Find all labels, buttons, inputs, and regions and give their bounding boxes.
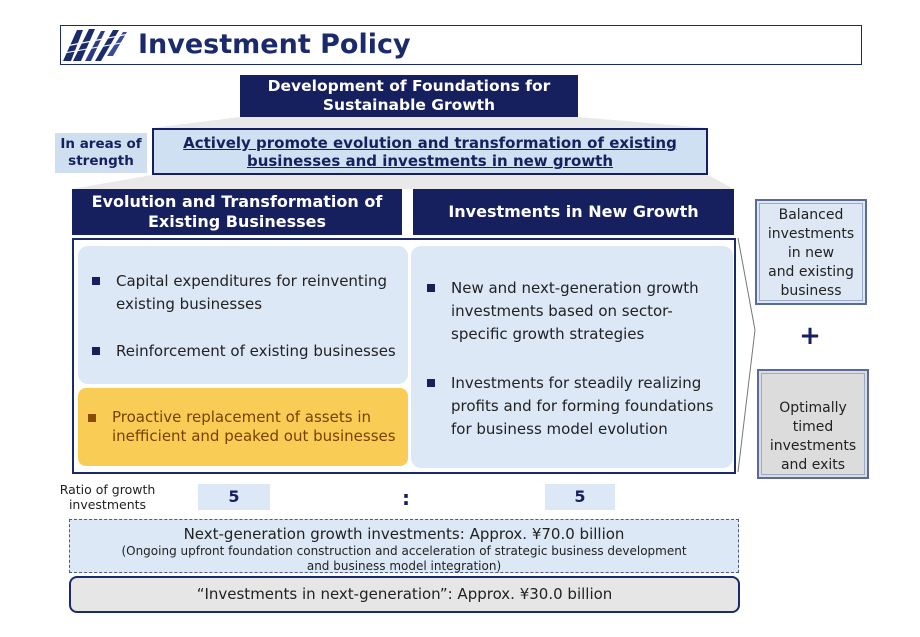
trapezoid-bottom-shape	[72, 175, 734, 189]
timed-line-1: Optimally timed	[779, 400, 847, 435]
timed-line-2: investments	[769, 438, 857, 454]
square-bullet-icon	[88, 414, 96, 422]
replacement-bullet	[88, 408, 396, 446]
balanced-line-3: in new	[787, 245, 835, 261]
new-growth-bullet-2-line3: for business model evolution	[451, 420, 668, 438]
evolution-content	[78, 246, 408, 384]
timed-line-3: and exits	[780, 457, 846, 473]
replacement-box	[78, 388, 408, 466]
new-growth-bullet-1-line2: investments based on sector-	[451, 302, 673, 320]
timed-investments-box	[757, 369, 869, 479]
new-growth-bullet-2-line1: Investments for steadily realizing	[451, 374, 702, 392]
next-generation-box	[69, 519, 739, 573]
promote-line1: Actively promote evolution and transformation of existing	[183, 134, 677, 152]
next-generation-sub-line1: (Ongoing upfront foundation construction and acceleration of strategic business development	[121, 544, 687, 558]
investments-next-generation-box: “Investments in next-generation”: Approx. ¥30.0 billion	[69, 576, 740, 613]
new-growth-header: Investments in New Growth	[413, 189, 734, 235]
evolution-bullet-1	[92, 270, 387, 316]
evolution-bullet-2	[92, 340, 396, 363]
strength-line1: In areas of	[60, 136, 142, 152]
balanced-investments-box	[755, 199, 867, 305]
new-growth-bullet-2-text	[451, 372, 714, 441]
foundation-line2: Sustainable Growth	[322, 96, 496, 114]
ratio-right-value: 5	[545, 484, 615, 510]
evolution-bullet-1-line2: existing businesses	[116, 295, 263, 313]
evolution-bullet-1-text	[116, 270, 387, 316]
strength-label	[55, 133, 147, 173]
new-growth-bullet-1-line1: New and next-generation growth	[451, 279, 699, 297]
replacement-text	[112, 408, 396, 446]
balanced-line-1: Balanced	[778, 207, 844, 223]
ratio-label-line1: Ratio of growth	[59, 482, 156, 497]
next-generation-sub	[70, 544, 738, 574]
foundation-box	[240, 75, 578, 117]
evolution-header-line2: Existing Businesses	[147, 212, 327, 231]
square-bullet-icon	[427, 284, 435, 292]
new-growth-bullet-2	[427, 372, 714, 441]
evolution-bullet-2-text: Reinforcement of existing businesses	[116, 342, 396, 360]
plus-icon: +	[799, 321, 821, 351]
strength-line2: strength	[68, 153, 134, 169]
foundation-line1: Development of Foundations for	[267, 77, 551, 95]
next-generation-main: Next-generation growth investments: Approx. ¥70.0 billion	[183, 525, 625, 543]
ratio-label-line2: investments	[68, 497, 147, 512]
ratio-colon: :	[402, 486, 410, 510]
page-title: Investment Policy	[138, 29, 411, 60]
new-growth-bullet-2-line2: profits and for forming foundations	[451, 397, 714, 415]
balanced-line-2: investments	[767, 226, 855, 242]
new-growth-bullet-1-text	[451, 277, 699, 346]
new-growth-content	[411, 246, 733, 468]
replacement-line1: Proactive replacement of assets in	[112, 408, 371, 426]
square-bullet-icon	[92, 277, 100, 285]
promote-box	[152, 128, 708, 175]
promote-line2: businesses and investments in new growth	[246, 152, 614, 170]
evolution-bullet-1-line1: Capital expenditures for reinventing	[116, 272, 388, 290]
balanced-line-4: and existing	[768, 264, 854, 280]
new-growth-bullet-1	[427, 277, 699, 346]
trapezoid-top-shape	[152, 117, 708, 128]
ratio-left-value: 5	[198, 484, 270, 510]
title-bar	[60, 25, 862, 65]
replacement-line2: inefficient and peaked out businesses	[112, 427, 396, 445]
evolution-header-line1: Evolution and Transformation of	[91, 192, 383, 211]
square-bullet-icon	[92, 347, 100, 355]
bracket-line	[738, 238, 755, 472]
new-growth-bullet-1-line3: specific growth strategies	[451, 325, 645, 343]
square-bullet-icon	[427, 379, 435, 387]
ratio-label	[50, 482, 165, 514]
evolution-header	[72, 189, 402, 235]
next-generation-sub-line2: and business model integration)	[306, 559, 502, 573]
balanced-line-5: business	[780, 283, 842, 299]
brush-logo-icon	[61, 26, 131, 63]
